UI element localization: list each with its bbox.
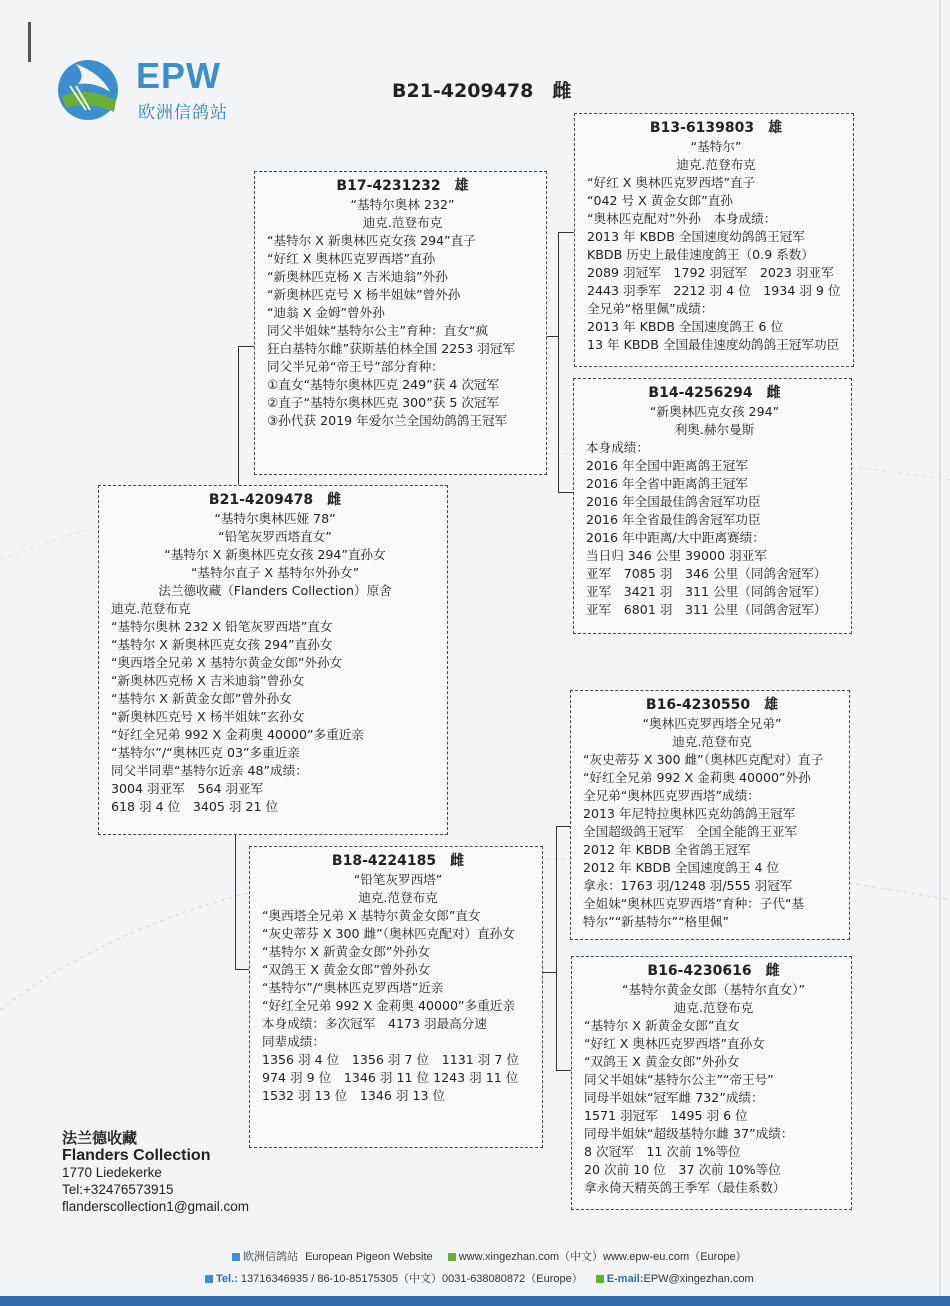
pedigree-line: 2016 年全省中距离鸽王冠军	[586, 476, 748, 491]
pedigree-line: 3004 羽亚军 564 羽亚军	[111, 781, 264, 796]
pedigree-line: “奥西塔全兄弟 X 基特尔黄金女郎”直女	[262, 908, 481, 923]
connector-line	[238, 346, 239, 486]
pedigree-line: 全国超级鸽王冠军 全国全能鸽王亚军	[583, 824, 798, 839]
pedigree-line: 618 羽 4 位 3405 羽 21 位	[111, 799, 279, 814]
pedigree-line: 2016 年中距离/大中距离赛绩：	[586, 530, 765, 545]
blue-square-icon	[232, 1253, 240, 1261]
footer-site-en: European Pigeon Website	[305, 1251, 433, 1263]
connector-line	[558, 492, 573, 493]
pedigree-line: “双鸽王 X 黄金女郎”曾外孙女	[262, 962, 431, 977]
pedigree-line: 全兄弟“格里佩”成绩：	[587, 301, 714, 316]
pedigree-line: 2013 年尼特拉奥林匹克幼鸽鸽王冠军	[583, 806, 796, 821]
page-title: B21-4209478 雌	[392, 80, 572, 102]
connector-line	[556, 1070, 571, 1071]
pedigree-line: 特尔”“新基特尔”“格里佩”	[583, 914, 729, 929]
pedigree-line: 20 次前 10 位 37 次前 10%等位	[584, 1162, 781, 1177]
pedigree-line: “基特尔 X 新奥林匹克女孩 294”直子	[267, 233, 476, 248]
pedigree-line: “基特尔 X 新奥林匹克女孩 294”直孙女	[111, 637, 333, 652]
footer-email[interactable]: EPW@xingezhan.com	[643, 1273, 754, 1285]
pedigree-line: 本身成绩：	[586, 440, 649, 455]
pedigree-line: “新奥林匹克杨 X 吉米迪翁”外孙	[267, 269, 448, 284]
pedigree-line: 亚军 7085 羽 346 公里（同鸽舍冠军）	[586, 566, 827, 581]
pedigree-line: “奥西塔全兄弟 X 基特尔黄金女郎”外孙女	[111, 655, 343, 670]
pedigree-line: “基特尔 X 新黄金女郎”外孙女	[262, 944, 431, 959]
contact-name-en: Flanders Collection	[62, 1147, 211, 1164]
pedigree-line: 2013 年 KBDB 全国速度幼鸽鸽王冠军	[587, 229, 805, 244]
pedigree-line: “042 号 X 黄金女郎”直孙	[587, 193, 733, 208]
pedigree-box-sire-sire	[574, 113, 854, 367]
pedigree-line: ③孙代获 2019 年爱尔兰全国幼鸽鸽王冠军	[267, 413, 508, 428]
pigeon-id: B18-4224185 雌	[331, 853, 465, 869]
pedigree-line: ①直女“基特尔奥林匹克 249”获 4 次冠军	[267, 377, 500, 392]
logo-chinese-name: 欧洲信鸽站	[138, 103, 228, 123]
pedigree-line: 全姐妹“奥林匹克罗西塔”育种：子代“基	[583, 896, 805, 911]
green-square-icon	[448, 1253, 456, 1261]
blue-square-icon	[205, 1275, 213, 1283]
breeder-name: 迪克.范登布克	[362, 215, 443, 230]
contact-email: flanderscollection1@gmail.com	[62, 1199, 250, 1214]
pedigree-line: ②直子“基特尔奥林匹克 300”获 5 次冠军	[267, 395, 500, 410]
pedigree-line: 当日归 346 公里 39000 羽亚军	[586, 548, 767, 563]
pedigree-line: 同辈成绩：	[262, 1034, 325, 1049]
binding-mark	[28, 22, 31, 62]
logo-brand: EPW	[136, 55, 222, 96]
connector-line	[558, 232, 559, 492]
pedigree-line: 同母半姐妹“冠军雌 732”成绩：	[584, 1090, 764, 1105]
pedigree-line: 1356 羽 4 位 1356 羽 7 位 1131 羽 7 位	[262, 1052, 519, 1067]
pigeon-id: B13-6139803 雄	[649, 120, 783, 136]
green-square-icon	[596, 1275, 604, 1283]
pigeon-name: “铅笔灰罗西塔直女”	[218, 529, 332, 544]
contact-name-cn: 法兰德收藏	[62, 1130, 138, 1147]
bottom-color-bar	[0, 1296, 950, 1306]
pedigree-line: 同父半兄弟“帝王号”部分育种：	[267, 359, 444, 374]
pedigree-line: 2012 年 KBDB 全省鸽王冠军	[583, 842, 751, 857]
connector-line	[546, 336, 558, 337]
epw-logo	[56, 56, 256, 126]
connector-line	[556, 826, 557, 1070]
pedigree-line: 拿永：1763 羽/1248 羽/555 羽冠军	[583, 878, 793, 893]
origin-line: 法兰德收藏（Flanders Collection）原舍	[158, 583, 392, 598]
pedigree-line: “基特尔”/“奥林匹克罗西塔”近亲	[262, 980, 444, 995]
pigeon-name: “基特尔黄金女郎（基特尔直女）”	[621, 982, 806, 997]
pedigree-box-sire	[254, 171, 547, 475]
pedigree-line: 2016 年全国最佳鸽舍冠军功臣	[586, 494, 761, 509]
pigeon-name: “基特尔奥林 232”	[350, 197, 455, 212]
pedigree-line: “好红 X 奥林匹克罗西塔”直孙	[267, 251, 436, 266]
pedigree-line: “新奥林匹克杨 X 吉米迪翁”曾孙女	[111, 673, 305, 688]
pigeon-name: “基特尔奥林匹娅 78”	[214, 511, 336, 526]
pedigree-box-dam-dam	[571, 956, 852, 1210]
breeder-name: 利奥.赫尔曼斯	[674, 422, 755, 437]
pigeon-id: B14-4256294 雌	[648, 385, 781, 401]
pedigree-line: 同父半同辈“基特尔近亲 48”成绩：	[111, 763, 308, 778]
pedigree-line: “灰史蒂芬 X 300 雌”（奥林匹克配对）直孙女	[262, 926, 515, 941]
pedigree-box-dam-sire	[570, 690, 850, 940]
pedigree-box-subject	[98, 485, 448, 835]
pedigree-line: “基特尔奥林 232 X 铅笔灰罗西塔”直女	[111, 619, 333, 634]
pedigree-line: “基特尔 X 新黄金女郎”直女	[584, 1018, 740, 1033]
pigeon-name: “奥林匹克罗西塔全兄弟”	[642, 716, 782, 731]
pedigree-line: “迪翁 X 金姆”曾外孙	[267, 305, 385, 320]
contact-phone: Tel:+32476573915	[62, 1182, 174, 1197]
pedigree-line: 本身成绩：多次冠军 4173 羽最高分速	[262, 1016, 487, 1031]
pedigree-line: 2016 年全国中距离鸽王冠军	[586, 458, 748, 473]
breeder-name: 迪克.范登布克	[358, 890, 438, 905]
breeder-name: 迪克.范登布克	[111, 601, 191, 616]
pedigree-line: 2089 羽冠军 1792 羽冠军 2023 羽亚军	[587, 265, 834, 280]
pedigree-line: “基特尔直子 X 基特尔外孙女”	[190, 565, 360, 580]
pedigree-line: “好红全兄弟 992 X 金莉奥 40000”多重近亲	[111, 727, 364, 742]
breeder-name: 迪克.范登布克	[676, 157, 756, 172]
connector-line	[556, 826, 570, 827]
footer-row-1	[232, 1248, 747, 1264]
pedigree-line: “奥林匹克配对”外孙 本身成绩：	[587, 211, 777, 226]
footer-tel: 13716346935 / 86-10-85175305（中文）0031-638080872（Europe）	[240, 1273, 583, 1285]
breeder-name: 迪克.范登布克	[672, 734, 752, 749]
pedigree-line: “好红全兄弟 992 X 金莉奥 40000”外孙	[583, 770, 811, 785]
pedigree-line: 8 次冠军 11 次前 1%等位	[584, 1144, 741, 1159]
pedigree-line: 狂白基特尔雌”获斯基伯林全国 2253 羽冠军	[267, 341, 516, 356]
connector-line	[558, 232, 574, 233]
footer-email-label: E-mail:	[606, 1273, 644, 1285]
pedigree-line: “双鸽王 X 黄金女郎”外孙女	[584, 1054, 740, 1069]
pedigree-box-sire-dam	[573, 378, 852, 634]
connector-line	[235, 834, 236, 970]
pedigree-line: 拿永倚天精英鸽王季军（最佳系数）	[584, 1180, 786, 1195]
pigeon-id: B16-4230616 雌	[647, 963, 780, 979]
pedigree-line: “基特尔 X 新黄金女郎”曾外孙女	[111, 691, 292, 706]
contact-block	[62, 1130, 249, 1215]
pigeon-globe-icon	[56, 56, 126, 122]
pedigree-line: “新奥林匹克号 X 杨半姐妹”曾外孙	[267, 287, 461, 302]
pedigree-line: “好红 X 奥林匹克罗西塔”直孙女	[584, 1036, 765, 1051]
connector-line	[238, 346, 254, 347]
pedigree-line: 亚军 6801 羽 311 公里（同鸽舍冠军）	[586, 602, 827, 617]
pedigree-line: 2443 羽季军 2212 羽 4 位 1934 羽 9 位	[587, 283, 841, 298]
pedigree-line: 全兄弟“奥林匹克罗西塔”成绩：	[583, 788, 760, 803]
pigeon-name: “基特尔”	[690, 139, 742, 154]
pedigree-line: 974 羽 9 位 1346 羽 11 位 1243 羽 11 位	[262, 1070, 519, 1085]
pedigree-line: “基特尔 X 新奥林匹克女孩 294”直孙女	[164, 547, 386, 562]
pigeon-id: B17-4231232 雄	[336, 178, 469, 194]
pedigree-line: “好红 X 奥林匹克罗西塔”直子	[587, 175, 756, 190]
footer-site-cn: 欧洲信鸽站	[243, 1251, 298, 1263]
footer-tel-label: Tel.:	[216, 1273, 238, 1285]
pedigree-line: 2016 年全省最佳鸽舍冠军功臣	[586, 512, 761, 527]
pigeon-id: B16-4230550 雄	[645, 697, 779, 713]
breeder-name: 迪克.范登布克	[673, 1000, 754, 1015]
pigeon-name: “新奥林匹克女孩 294”	[649, 404, 780, 419]
pedigree-line: 2012 年 KBDB 全国速度鸽王 4 位	[583, 860, 780, 875]
pedigree-line: 13 年 KBDB 全国最佳速度幼鸽鸽王冠军功臣	[587, 337, 840, 352]
footer-row-2	[205, 1270, 754, 1286]
pigeon-id: B21-4209478 雌	[208, 492, 342, 508]
pedigree-line: 同母半姐妹“超级基特尔雌 37”成绩：	[584, 1126, 794, 1141]
pedigree-line: 同父半姐妹“基特尔公主”“帝王号”	[584, 1072, 774, 1087]
pedigree-line: 2013 年 KBDB 全国速度鸽王 6 位	[587, 319, 784, 334]
footer-web[interactable]: www.xingezhan.com（中文）www.epw-eu.com（Europe）	[458, 1251, 747, 1263]
pedigree-line: 亚军 3421 羽 311 公里（同鸽舍冠军）	[586, 584, 827, 599]
pedigree-line: “新奥林匹克号 X 杨半姐妹”玄孙女	[111, 709, 305, 724]
pigeon-name: “铅笔灰罗西塔”	[353, 872, 443, 887]
pedigree-line: 1532 羽 13 位 1346 羽 13 位	[262, 1088, 446, 1103]
connector-line	[235, 969, 249, 970]
pedigree-line: “基特尔”/“奥林匹克 03”多重近亲	[111, 745, 300, 760]
pedigree-line: 同父半姐妹“基特尔公主”育种：直女“疯	[267, 323, 489, 338]
contact-address: 1770 Liedekerke	[62, 1165, 162, 1180]
pedigree-line: “灰史蒂芬 X 300 雌”（奥林匹克配对）直子	[583, 752, 824, 767]
pedigree-line: “好红全兄弟 992 X 金莉奥 40000”多重近亲	[262, 998, 515, 1013]
connector-line	[543, 972, 556, 973]
pedigree-box-dam	[249, 846, 543, 1148]
pedigree-line: KBDB 历史上最佳速度鸽王（0.9 系数）	[587, 247, 814, 262]
pedigree-line: 1571 羽冠军 1495 羽 6 位	[584, 1108, 748, 1123]
